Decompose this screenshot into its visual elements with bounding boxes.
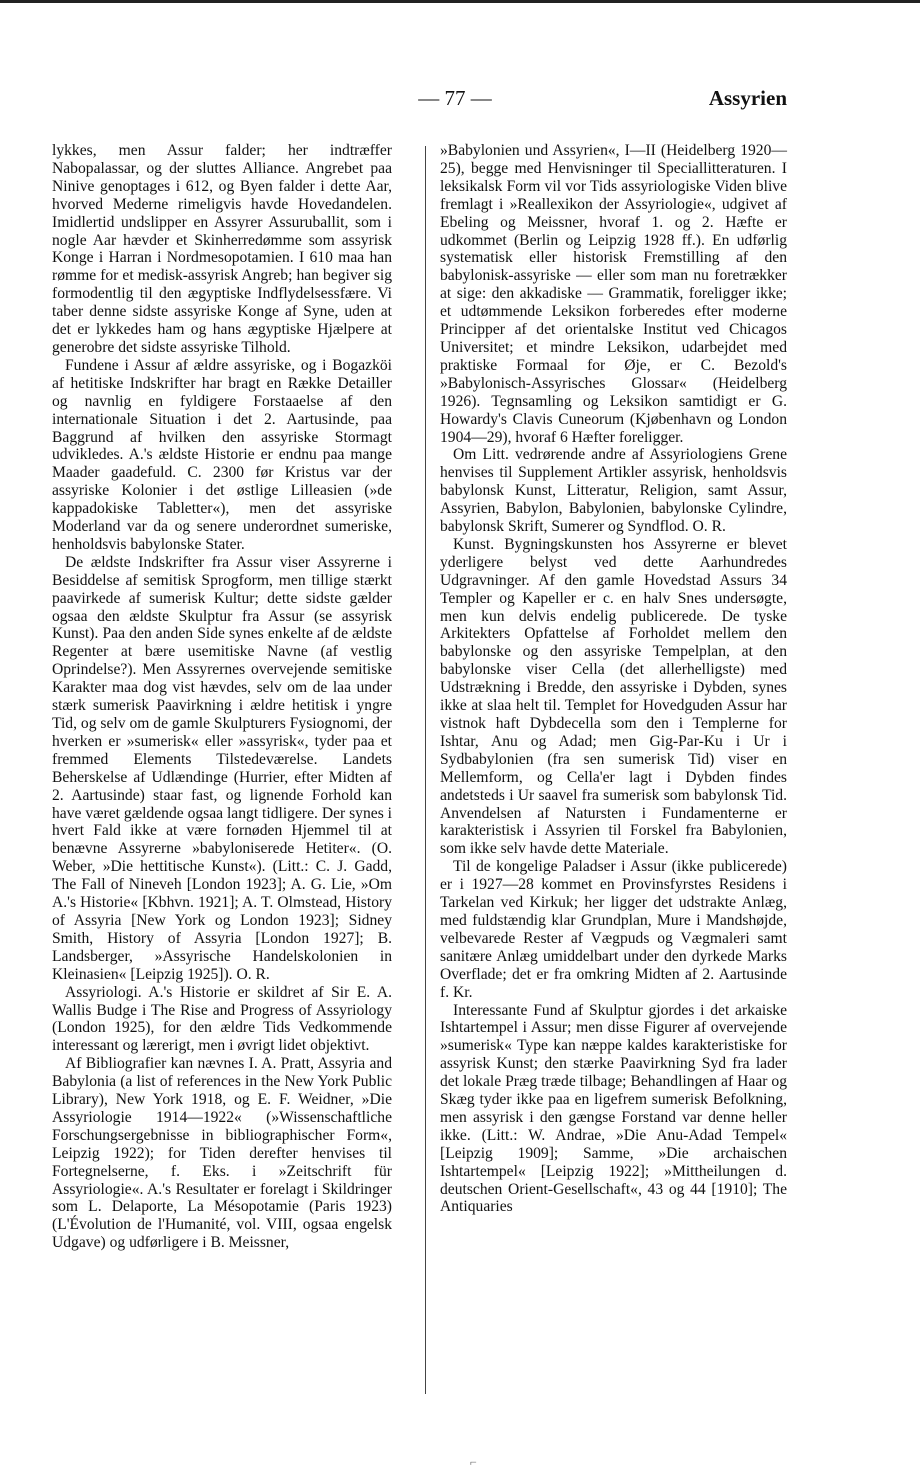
paragraph: Assyriologi. A.'s Historie er skildret af Sir E. A. Wallis Budge i The Rise and Progress of Assyriology (London 1925), for den ældre Tids Vedkommende interessant og lærerigt, men i øvrigt lidet objektivt.	[52, 983, 392, 1055]
left-column	[52, 142, 392, 1252]
paragraph: Af Bibliografier kan nævnes I. A. Pratt, Assyria and Babylonia (a list of references in the New York Public Library), New York 1918, og E. F. Weidner, »Die Assyriologie 1914—1922« (»Wissenschaftliche Forschungsergebnisse in bibliographischer Form«, Leipzig 1922); for Tiden derefter henvises til Fortegnelserne, f. Eks. i »Zeitschrift für Assyriologie«. A.'s Resultater er forelagt i Skildringer som L. Delaporte, La Mésopotamie (Paris 1923) (L'Évolution de l'Humanité, vol. VIII, ogsaa engelsk Udgave) og udførligere i B. Meissner,	[52, 1055, 392, 1252]
paragraph: De ældste Indskrifter fra Assur viser Assyrerne i Besiddelse af semitisk Sprogform, men tillige stærkt paavirkede af sumerisk Kultur; dette sidste gælder ogsaa den ældste Skulptur fra Assur (se assyrisk Kunst). Paa den anden Side synes enkelte af de ældste Regenter at bære usemitiske Navne (af vestlig Oprindelse?). Men Assyrernes overvejende semitiske Karakter maa dog vist hævdes, selv om de laa under stærk sumerisk Paavirkning i ældre hetitisk i yngre Tid, og selv om de gamle Skulpturers Fysiognomi, der hverken er »sumerisk« eller »assyrisk«, tyder paa et fremmed Elements Tilstedeværelse. Landets Beherskelse af Udlændinge (Hurrier, efter Midten af 2. Aartusinde) staar fast, og lignende Forhold kan have været gældende ogsaa langt tidligere. Der synes i hvert Fald ikke at være fornøden Hjemmel til at benævne Assyrerne »babyloniserede Hetiter«. (O. Weber, »Die hettitische Kunst«). (Litt.: C. J. Gadd, The Fall of Nineveh [London 1923]; A. G. Lie, »Om A.'s Historie« [Kbhvn. 1921]; A. T. Olmstead, History of Assyria [New York og London 1923]; Sidney Smith, History of Assyria [London 1927]; B. Landsberger, »Assyrische Handelskolonien in Kleinasien« [Leipzig 1925]). O. R.	[52, 553, 392, 983]
page-number: — 77 —	[418, 86, 492, 110]
paragraph: Interessante Fund af Skulptur gjordes i det arkaiske Ishtartempel i Assur; men disse Figurer af overvejende »sumerisk« Type kan næppe kaldes karakteristiske for assyrisk Kunst; den stærke Paavirkning Syd fra lader det lokale Præg træde tilbage; Behandlingen af Haar og Skæg tyder ikke paa en ligefrem sumerisk Befolkning, men assyrisk i den gængse Forstand var denne heller ikke. (Litt.: W. Andrae, »Die Anu-Adad Tempel« [Leipzig 1909]; Samme, »Die archaischen Ishtartempel« [Leipzig 1922]; »Mittheilungen d. deutschen Orient-Gesellschaft«, 43 og 44 [1910]; The Antiquaries	[440, 1001, 787, 1216]
paragraph: lykkes, men Assur falder; her indtræffer Nabopalassar, og der sluttes Alliance. Angrebet paa Ninive genoptages i 612, og Byen falder i dette Aar, hvorved Mederne rimeligvis havde Hovedandelen. Imidlertid undslipper en Assyrer Assuruballit, som i nogle Aar hævder et Skinherredømme som assyrisk Konge i Harran i Nordmesopotamien. I 610 maa han rømme for et medisk-assyrisk Angreb; han begiver sig formodentlig til den ægyptiske Indflydelsessfære. Vi taber denne sidste assyriske Konge af Syne, uden at det er lykkedes ham og hans ægyptiske Hjælpere at generobre det sidste assyriske Tilhold.	[52, 142, 392, 356]
top-border-rule	[0, 0, 920, 3]
paragraph: Om Litt. vedrørende andre af Assyriologiens Grene henvises til Supplement Artikler assyrisk, henholdsvis babylonsk Kunst, Litteratur, Religion, samt Assur, Assyrien, Babylon, Babylonien, babylonske Cylindre, babylonsk Skrift, Sumerer og Syndflod. O. R.	[440, 446, 787, 536]
paragraph: Fundene i Assur af ældre assyriske, og i Bogazköi af hetitiske Indskrifter har bragt en Række Detailler og navnlig en fyldigere Forstaaelse af den internationale Situation i det 2. Aartusinde, paa Baggrund af hvilken den assyriske Stormagt udvikledes. A.'s ældste Historie er endnu paa mange Maader gaadefuld. C. 2300 før Kristus var der assyriske Kolonier i det østlige Lilleasien (»de kappadokiske Tabletter«), men det assyriske Moderland var da og senere underordnet sumeriske, henholdsvis babylonske Stater.	[52, 356, 392, 553]
running-title: Assyrien	[708, 86, 787, 110]
paragraph: Kunst. Bygningskunsten hos Assyrerne er blevet yderligere belyst ved dette Aarhundredes Udgravninger. Af den gamle Hovedstad Assurs 34 Templer og Kapeller er c. en halv Snes undersøgte, men kun delvis endelig publicerede. De tyske Arkitekters Opfattelse af Forholdet mellem den babylonske og den assyriske Tempelplan, at den babylonske viser Cella (det allerhelligste) med Udstrækning i Bredde, den assyriske i Dybden, synes ikke at slaa helt til. Templet for Hovedguden Assur har vistnok haft Dybdecella som den i Templerne for Ishtar, Anu og Adad; men Gig-Par-Ku i Ur i Sydbabylonien (fra sen sumerisk Tid) viser en Mellemform, og Cella'er lagt i Dybden findes andetsteds i Ur saavel fra sumerisk som babylonsk Tid. Anvendelsen af Natursten i Fundamenterne er karakteristisk i Assyrien til Forskel fra Babylonien, som ikke selv havde dette Materiale.	[440, 535, 787, 858]
paragraph: »Babylonien und Assyrien«, I—II (Heidelberg 1920—25), begge med Henvisninger til Speciallitteraturen. I leksikalsk Form vil vor Tids assyriologiske Viden blive fremlagt i »Reallexikon der Assyriologie«, udgivet af Ebeling og Meissner, hvoraf 1. og 2. Hæfte er udkommet (Berlin og Leipzig 1928 ff.). En udførlig systematisk eller historisk Fremstilling af den babylonisk-assyriske — eller som man nu foretrækker at sige: den akkadiske — Grammatik, foreligger ikke; et udtømmende Leksikon forberedes efter moderne Principper af det orientalske Institut ved Chicagos Universitet; et mindre Leksikon, udarbejdet med praktiske Formaal for Øje, er C. Bezold's »Babylonisch-Assyrisches Glossar« (Heidelberg 1926). Tegnsamling og Leksikon samtidigt er G. Howardy's Clavis Cuneorum (Kjøbenhavn og London 1904—29), hvoraf 6 Hæfter foreligger.	[440, 142, 787, 446]
bottom-mark: ⌐	[470, 1455, 477, 1469]
page-header	[52, 86, 787, 116]
column-divider	[425, 146, 426, 1394]
right-column	[440, 142, 787, 1216]
paragraph: Til de kongelige Paladser i Assur (ikke publicerede) er i 1927—28 kommet en Provinsfyrstes Residens i Tarkelan ved Kirkuk; her ligger det udstrakte Anlæg, med fuldstændig klar Grundplan, Mure i Mandshøjde, velbevarede Rester af Vægpuds og Vægmaleri samt sanitære Anlæg umiddelbart under den dyrkede Marks Overflade; det er fra omkring Midten af 2. Aartusinde f. Kr.	[440, 858, 787, 1001]
